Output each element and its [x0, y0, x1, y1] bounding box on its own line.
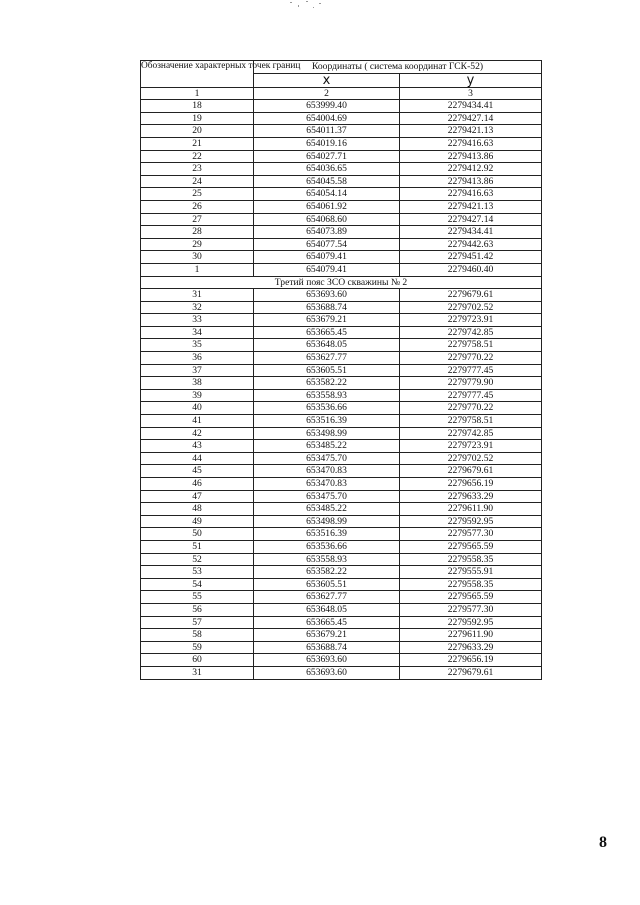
x-coordinate: 653679.21: [254, 629, 400, 642]
y-coordinate: 2279592.95: [400, 616, 542, 629]
point-number: 24: [141, 175, 254, 188]
y-coordinate: 2279413.86: [400, 175, 542, 188]
point-number: 45: [141, 465, 254, 478]
point-number: 39: [141, 389, 254, 402]
table-row: [141, 364, 542, 377]
table-row: [141, 528, 542, 541]
point-number: 25: [141, 188, 254, 201]
table-body-zone-3: [141, 289, 542, 679]
table-row: [141, 666, 542, 679]
x-coordinate: 653665.45: [254, 616, 400, 629]
point-number: 47: [141, 490, 254, 503]
x-coordinate: 653605.51: [254, 578, 400, 591]
point-number: 33: [141, 314, 254, 327]
table-row: [141, 314, 542, 327]
table-row: [141, 301, 542, 314]
table-row: [141, 238, 542, 251]
y-coordinate: 2279416.63: [400, 188, 542, 201]
x-coordinate: 653516.39: [254, 415, 400, 428]
table-row: [141, 352, 542, 365]
y-coordinate: 2279742.85: [400, 326, 542, 339]
y-coordinate: 2279723.91: [400, 314, 542, 327]
y-coordinate: 2279679.61: [400, 289, 542, 302]
x-coordinate: 653470.83: [254, 465, 400, 478]
y-coordinate: 2279442.63: [400, 238, 542, 251]
y-coordinate: 2279770.22: [400, 402, 542, 415]
x-coordinate: 653693.60: [254, 289, 400, 302]
x-coordinate: 653999.40: [254, 100, 400, 113]
point-number: 30: [141, 251, 254, 264]
x-coordinate: 654073.89: [254, 226, 400, 239]
x-coordinate: 654019.16: [254, 137, 400, 150]
x-coordinate: 654004.69: [254, 112, 400, 125]
x-coordinate: 653485.22: [254, 440, 400, 453]
table-row: [141, 163, 542, 176]
point-number: 36: [141, 352, 254, 365]
table-row: [141, 200, 542, 213]
x-coordinate: 653475.70: [254, 490, 400, 503]
point-number: 1: [141, 263, 254, 276]
table-row: [141, 251, 542, 264]
table-row: [141, 339, 542, 352]
y-coordinate: 2279592.95: [400, 515, 542, 528]
coordinates-table: [140, 60, 542, 680]
y-coordinate: 2279460.40: [400, 263, 542, 276]
y-coordinate: 2279434.41: [400, 100, 542, 113]
x-coordinate: 653648.05: [254, 339, 400, 352]
y-coordinate: 2279742.85: [400, 427, 542, 440]
point-number: 29: [141, 238, 254, 251]
y-coordinate: 2279723.91: [400, 440, 542, 453]
point-number: 31: [141, 666, 254, 679]
table-row: [141, 415, 542, 428]
table-row: [141, 478, 542, 491]
point-number: 32: [141, 301, 254, 314]
table-body-zone-2: [141, 100, 542, 276]
table-row: [141, 150, 542, 163]
x-coordinate: 653582.22: [254, 566, 400, 579]
y-coordinate: 2279656.19: [400, 654, 542, 667]
y-coordinate: 2279577.30: [400, 603, 542, 616]
point-number: 57: [141, 616, 254, 629]
x-coordinate: 653688.74: [254, 301, 400, 314]
point-number: 50: [141, 528, 254, 541]
table-row: [141, 616, 542, 629]
y-coordinate: 2279679.61: [400, 666, 542, 679]
point-number: 58: [141, 629, 254, 642]
section-row: [141, 276, 542, 289]
point-number: 56: [141, 603, 254, 616]
y-coordinate: 2279611.90: [400, 503, 542, 516]
table-row: [141, 125, 542, 138]
table-row: [141, 213, 542, 226]
y-coordinate: 2279656.19: [400, 478, 542, 491]
y-coordinate: 2279565.59: [400, 540, 542, 553]
table-row: [141, 326, 542, 339]
point-number: 44: [141, 452, 254, 465]
point-number: 49: [141, 515, 254, 528]
y-coordinate: 2279777.45: [400, 364, 542, 377]
table-row: [141, 591, 542, 604]
point-number: 43: [141, 440, 254, 453]
point-number: 34: [141, 326, 254, 339]
table-row: [141, 377, 542, 390]
x-coordinate: 653558.93: [254, 389, 400, 402]
header-col-number: 2: [254, 87, 400, 100]
point-number: 51: [141, 540, 254, 553]
x-coordinate: 654061.92: [254, 200, 400, 213]
y-coordinate: 2279412.92: [400, 163, 542, 176]
x-coordinate: 653679.21: [254, 314, 400, 327]
x-coordinate: 653605.51: [254, 364, 400, 377]
point-number: 59: [141, 641, 254, 654]
table-row: [141, 112, 542, 125]
y-coordinate: 2279565.59: [400, 591, 542, 604]
table-row: [141, 515, 542, 528]
point-number: 27: [141, 213, 254, 226]
section-title: Третий пояс ЗСО скважины № 2: [141, 276, 542, 289]
table-row: [141, 641, 542, 654]
x-coordinate: 653627.77: [254, 591, 400, 604]
table-row: [141, 465, 542, 478]
page-number: 8: [599, 834, 607, 851]
y-coordinate: 2279633.29: [400, 490, 542, 503]
table-row: [141, 503, 542, 516]
point-number: 52: [141, 553, 254, 566]
y-coordinate: 2279758.51: [400, 415, 542, 428]
point-number: 40: [141, 402, 254, 415]
x-coordinate: 654054.14: [254, 188, 400, 201]
y-coordinate: 2279777.45: [400, 389, 542, 402]
point-number: 55: [141, 591, 254, 604]
x-coordinate: 654027.71: [254, 150, 400, 163]
table-row: [141, 175, 542, 188]
point-number: 35: [141, 339, 254, 352]
point-number: 38: [141, 377, 254, 390]
x-coordinate: 654079.41: [254, 251, 400, 264]
header-coordinates: Координаты ( система координат ГСК-52): [254, 61, 542, 74]
x-coordinate: 654045.58: [254, 175, 400, 188]
table-row: [141, 540, 542, 553]
x-coordinate: 653693.60: [254, 666, 400, 679]
point-number: 42: [141, 427, 254, 440]
x-coordinate: 653536.66: [254, 402, 400, 415]
point-number: 41: [141, 415, 254, 428]
x-coordinate: 653516.39: [254, 528, 400, 541]
y-coordinate: 2279633.29: [400, 641, 542, 654]
table-row: [141, 137, 542, 150]
y-coordinate: 2279758.51: [400, 339, 542, 352]
y-coordinate: 2279770.22: [400, 352, 542, 365]
table-row: [141, 402, 542, 415]
y-coordinate: 2279577.30: [400, 528, 542, 541]
x-coordinate: 653485.22: [254, 503, 400, 516]
x-coordinate: 653688.74: [254, 641, 400, 654]
table-row: [141, 603, 542, 616]
x-coordinate: 653693.60: [254, 654, 400, 667]
point-number: 21: [141, 137, 254, 150]
table-row: [141, 566, 542, 579]
x-coordinate: 653536.66: [254, 540, 400, 553]
point-number: 48: [141, 503, 254, 516]
y-coordinate: 2279611.90: [400, 629, 542, 642]
y-coordinate: 2279427.14: [400, 213, 542, 226]
y-coordinate: 2279413.86: [400, 150, 542, 163]
table-row: [141, 578, 542, 591]
table-row: [141, 263, 542, 276]
table-row: [141, 188, 542, 201]
y-coordinate: 2279558.35: [400, 553, 542, 566]
point-number: 37: [141, 364, 254, 377]
y-coordinate: 2279421.13: [400, 200, 542, 213]
x-coordinate: 653475.70: [254, 452, 400, 465]
y-coordinate: 2279558.35: [400, 578, 542, 591]
y-coordinate: 2279702.52: [400, 301, 542, 314]
y-coordinate: 2279451.42: [400, 251, 542, 264]
point-number: 28: [141, 226, 254, 239]
x-coordinate: 653582.22: [254, 377, 400, 390]
table-row: [141, 452, 542, 465]
x-coordinate: 653648.05: [254, 603, 400, 616]
point-number: 53: [141, 566, 254, 579]
table-row: [141, 440, 542, 453]
point-number: 54: [141, 578, 254, 591]
point-number: 60: [141, 654, 254, 667]
y-coordinate: 2279421.13: [400, 125, 542, 138]
header-y: у: [400, 73, 542, 87]
header-col-number: 3: [400, 87, 542, 100]
x-coordinate: 654077.54: [254, 238, 400, 251]
point-number: 26: [141, 200, 254, 213]
y-coordinate: 2279702.52: [400, 452, 542, 465]
x-coordinate: 654011.37: [254, 125, 400, 138]
x-coordinate: 653558.93: [254, 553, 400, 566]
y-coordinate: 2279679.61: [400, 465, 542, 478]
y-coordinate: 2279416.63: [400, 137, 542, 150]
header-col-number: 1: [141, 87, 254, 100]
x-coordinate: 653470.83: [254, 478, 400, 491]
point-number: 19: [141, 112, 254, 125]
table-row: [141, 289, 542, 302]
y-coordinate: 2279779.90: [400, 377, 542, 390]
scan-artifact: [286, 0, 326, 14]
point-number: 46: [141, 478, 254, 491]
table-row: [141, 654, 542, 667]
x-coordinate: 653665.45: [254, 326, 400, 339]
y-coordinate: 2279434.41: [400, 226, 542, 239]
x-coordinate: 653498.99: [254, 515, 400, 528]
table-row: [141, 226, 542, 239]
table-row: [141, 629, 542, 642]
x-coordinate: 653498.99: [254, 427, 400, 440]
header-x: х: [254, 73, 400, 87]
x-coordinate: 653627.77: [254, 352, 400, 365]
point-number: 20: [141, 125, 254, 138]
table-row: [141, 553, 542, 566]
point-number: 23: [141, 163, 254, 176]
y-coordinate: 2279555.91: [400, 566, 542, 579]
x-coordinate: 654036.65: [254, 163, 400, 176]
x-coordinate: 654068.60: [254, 213, 400, 226]
point-number: 22: [141, 150, 254, 163]
y-coordinate: 2279427.14: [400, 112, 542, 125]
table-row: [141, 389, 542, 402]
header-point-designation: Обозначение характерных точек границ: [141, 61, 254, 88]
point-number: 18: [141, 100, 254, 113]
table-row: [141, 100, 542, 113]
x-coordinate: 654079.41: [254, 263, 400, 276]
table-row: [141, 427, 542, 440]
point-number: 31: [141, 289, 254, 302]
table-row: [141, 490, 542, 503]
